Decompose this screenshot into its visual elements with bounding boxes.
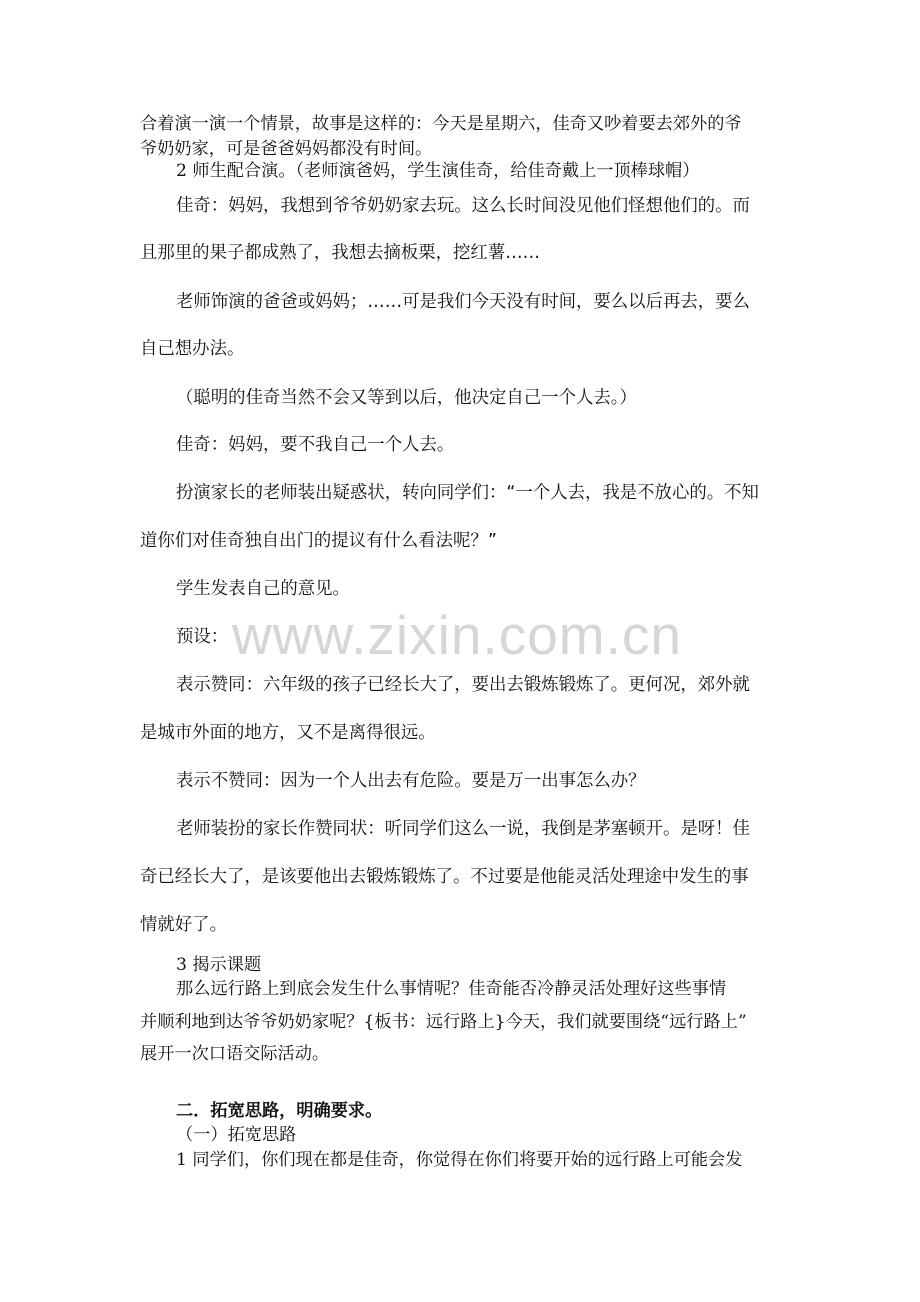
text-line: 是城市外面的地方，又不是离得很远。 bbox=[140, 723, 436, 743]
text-line: 2 师生配合演。（老师演爸妈，学生演佳奇，给佳奇戴上一顶棒球帽） bbox=[176, 161, 700, 181]
text-line: 老师装扮的家长作赞同状：听同学们这么一说，我倒是茅塞顿开。是呀！佳 bbox=[176, 819, 750, 839]
text-line: 情就好了。 bbox=[140, 915, 227, 935]
text-line: 1 同学们，你们现在都是佳奇，你觉得在你们将要开始的远行路上可能会发 bbox=[176, 1150, 743, 1170]
text-line: 佳奇：妈妈，我想到爷爷奶奶家去玩。这么长时间没见他们怪想他们的。而 bbox=[176, 196, 750, 216]
text-line: 自己想办法。 bbox=[140, 339, 245, 359]
subsection-heading: （一）拓宽思路 bbox=[176, 1125, 297, 1145]
section-heading: 二．拓宽思路，明确要求。 bbox=[176, 1101, 383, 1121]
text-line: 3 揭示课题 bbox=[176, 955, 262, 975]
text-line: 合着演一演一个情景，故事是这样的：今天是星期六，佳奇又吵着要去郊外的爷 bbox=[140, 114, 742, 134]
text-line: 预设： bbox=[176, 627, 229, 647]
text-line: 爷奶奶家，可是爸爸妈妈都没有时间。 bbox=[140, 139, 433, 159]
text-line: 学生发表自己的意见。 bbox=[176, 579, 350, 599]
text-line: 并顺利地到达爷爷奶奶家呢？{板书：远行路上}今天，我们就要围绕“远行路上” bbox=[140, 1012, 747, 1032]
text-line: 表示不赞同：因为一个人出去有危险。要是万一出事怎么办？ bbox=[176, 771, 646, 791]
text-line: 扮演家长的老师装出疑惑状，转向同学们：“一个人去，我是不放心的。不知 bbox=[176, 483, 759, 503]
text-line: （聪明的佳奇当然不会又等到以后，他决定自己一个人去。） bbox=[176, 388, 637, 408]
text-line: 奇已经长大了，是该要他出去锻炼锻炼了。不过要是他能灵活处理途中发生的事 bbox=[140, 867, 749, 887]
text-line: 老师饰演的爸爸或妈妈；……可是我们今天没有时间，要么以后再去，要么 bbox=[176, 292, 750, 312]
text-line: 道你们对佳奇独自出门的提议有什么看法呢？” bbox=[140, 531, 497, 551]
text-line: 且那里的果子都成熟了，我想去摘板栗，挖红薯…… bbox=[140, 243, 540, 263]
watermark: www.zixin.com.cn bbox=[232, 604, 682, 666]
text-line: 展开一次口语交际活动。 bbox=[140, 1044, 330, 1064]
text-line: 佳奇：妈妈，要不我自己一个人去。 bbox=[176, 435, 455, 455]
text-line: 表示赞同：六年级的孩子已经长大了，要出去锻炼锻炼了。更何况，郊外就 bbox=[176, 675, 750, 695]
text-line: 那么远行路上到底会发生什么事情呢？佳奇能否冷静灵活处理好这些事情 bbox=[176, 979, 727, 999]
